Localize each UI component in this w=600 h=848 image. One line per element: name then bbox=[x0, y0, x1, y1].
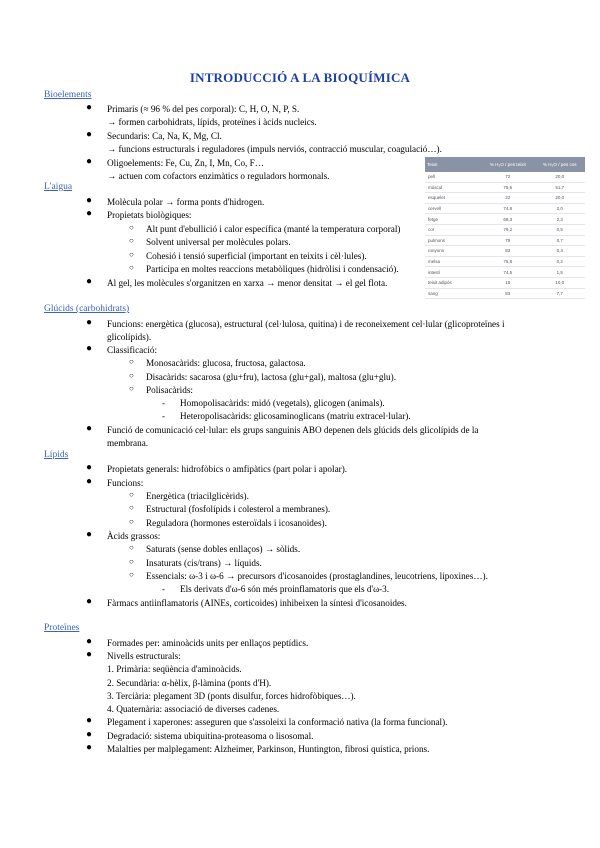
table-header-row bbox=[425, 157, 585, 172]
bullet-icon: ● bbox=[86, 208, 93, 219]
table-row bbox=[425, 203, 585, 214]
table-cell: 10 bbox=[481, 277, 535, 288]
glucids-comunicacio-cont: membrana. bbox=[107, 438, 149, 448]
bullet-icon: ● bbox=[86, 317, 93, 328]
bioelements-secundaris: Secundaris: Ca, Na, K, Mg, Cl. bbox=[107, 131, 222, 141]
table-row bbox=[425, 193, 585, 204]
list-item: ○ Monosacàrids: glucosa, fructosa, galactosa. bbox=[129, 357, 306, 368]
list-item: ○ Alt punt d'ebullició i calor específica (manté la temperatura corporal) bbox=[129, 223, 401, 234]
list-item bbox=[86, 129, 222, 142]
table-row bbox=[425, 214, 585, 225]
table-row bbox=[425, 182, 585, 193]
table-cell: fetge bbox=[425, 214, 481, 225]
table-cell: 1,5 bbox=[535, 267, 585, 278]
circle-bullet-icon: ○ bbox=[129, 570, 134, 579]
circle-bullet-icon: ○ bbox=[129, 223, 134, 232]
table-cell: teixit adipós bbox=[425, 277, 481, 288]
table-cell: 83 bbox=[481, 288, 535, 299]
section-heading-lipids[interactable]: Lípids bbox=[44, 450, 69, 460]
table-cell: esquelet bbox=[425, 193, 481, 204]
structure-level: 3. Terciària: plegament 3D (ponts disulfur, forces hidrofòbiques…). bbox=[107, 691, 356, 701]
table-cell: 75,8 bbox=[481, 256, 535, 267]
table-row bbox=[425, 224, 585, 235]
table-header: % H₂O / pes teixit bbox=[481, 157, 535, 172]
water-content-table bbox=[425, 157, 585, 299]
table-cell: melsa bbox=[425, 256, 481, 267]
aigua-gel: Al gel, les molècules s'organitzen en xarxa → menor densitat → el gel flota. bbox=[107, 278, 388, 288]
circle-bullet-icon: ○ bbox=[129, 371, 134, 380]
bullet-icon: ● bbox=[86, 156, 93, 167]
bullet-icon: ● bbox=[86, 343, 93, 354]
list-item: ● Propietats biològiques: bbox=[86, 208, 192, 220]
list-item: ○ Estructural (fosfolípids i colesterol a membranes). bbox=[129, 503, 331, 514]
table-cell: 74,5 bbox=[481, 267, 535, 278]
section-heading-bioelements[interactable]: Bioelements bbox=[44, 90, 92, 100]
list-item: ● Fàrmacs antiinflamatoris (AINEs, corticoides) inhibeixen la síntesi d'icosanoides. bbox=[86, 596, 407, 608]
structure-level: 4. Quaternària: associació de diverses cadenes. bbox=[107, 704, 280, 714]
table-cell: 0,5 bbox=[535, 224, 585, 235]
bioelements-oligo: Oligoelements: Fe, Cu, Zn, I, Mn, Co, F… bbox=[107, 158, 264, 168]
circle-bullet-icon: ○ bbox=[129, 543, 134, 552]
glucids-funcions-cont: glicolípids). bbox=[107, 332, 152, 342]
list-item: ○ Essencials: ω-3 i ω-6 → precursors d'icosanoides (prostaglandines, leucotriens, lipoxines…). bbox=[129, 570, 488, 581]
list-item: ○ Reguladora (hormones esteroïdals i icosanoides). bbox=[129, 517, 327, 528]
list-item: ○ Insaturats (cis/trans) → líquids. bbox=[129, 557, 262, 568]
table-header: % H₂O / pes cos bbox=[535, 157, 585, 172]
circle-bullet-icon: ○ bbox=[129, 236, 134, 245]
list-item: ○ Disacàrids: sacarosa (glu+fru), lactosa (glu+gal), maltosa (glu+glu). bbox=[129, 371, 397, 382]
page-title: INTRODUCCIÓ A LA BIOQUÍMICA bbox=[189, 70, 411, 85]
bullet-icon: ● bbox=[86, 195, 93, 206]
table-cell: 2,3 bbox=[535, 214, 585, 225]
dash-bullet-icon: - bbox=[162, 411, 165, 421]
list-item: ○ Cohesió i tensió superficial (important en teixits i cèl·lules). bbox=[129, 250, 367, 261]
circle-bullet-icon: ○ bbox=[129, 357, 134, 366]
circle-bullet-icon: ○ bbox=[129, 384, 134, 393]
section-heading-aigua[interactable]: L'aigua bbox=[44, 182, 73, 192]
table-cell: 74,8 bbox=[481, 203, 535, 214]
list-item bbox=[86, 156, 264, 169]
list-item: ● Malalties per malplegament: Alzheimer, Parkinson, Huntington, fibrosi quística, prions. bbox=[86, 742, 430, 754]
bullet-icon: ● bbox=[86, 529, 93, 540]
table-row bbox=[425, 172, 585, 182]
list-item: ● Formades per: aminoàcids units per enllaços peptídics. bbox=[86, 636, 309, 648]
table-cell: 0,4 bbox=[535, 246, 585, 257]
table-cell: múscul bbox=[425, 182, 481, 193]
table-row bbox=[425, 267, 585, 278]
list-item: ○ Solvent universal per molècules polars. bbox=[129, 236, 291, 247]
table-cell: cervell bbox=[425, 203, 481, 214]
list-item: ○ Energètica (triacilglicèrids). bbox=[129, 490, 249, 501]
table-header: Teixit bbox=[425, 157, 481, 172]
bullet-icon: ● bbox=[86, 462, 93, 473]
list-item: ● Funció de comunicació cel·lular: els grups sanguinis ABO depenen dels glúcids dels glicolípids de la bbox=[86, 423, 479, 435]
table-row bbox=[425, 277, 585, 288]
bioelements-oligo-note: → actuen com cofactors enzimàtics o reguladors hormonals. bbox=[107, 171, 330, 181]
bullet-icon: ● bbox=[86, 129, 93, 140]
section-heading-glucids[interactable]: Glúcids (carbohidrats) bbox=[44, 304, 130, 314]
list-item bbox=[86, 102, 300, 115]
table-cell: 79,2 bbox=[481, 224, 535, 235]
circle-bullet-icon: ○ bbox=[129, 490, 134, 499]
list-item: ○ Saturats (sense dobles enllaços) → sòlids. bbox=[129, 543, 301, 554]
table-cell: 20,0 bbox=[535, 172, 585, 182]
table-row bbox=[425, 256, 585, 267]
bullet-icon: ● bbox=[86, 715, 93, 726]
circle-bullet-icon: ○ bbox=[129, 250, 134, 259]
bullet-icon: ● bbox=[86, 423, 93, 434]
table-cell: 68,3 bbox=[481, 214, 535, 225]
table-cell: 20,0 bbox=[535, 193, 585, 204]
table-row bbox=[425, 288, 585, 299]
bullet-icon: ● bbox=[86, 476, 93, 487]
circle-bullet-icon: ○ bbox=[129, 517, 134, 526]
bullet-icon: ● bbox=[86, 729, 93, 740]
bullet-icon: ● bbox=[86, 636, 93, 647]
list-item: ● Funcions: energètica (glucosa), estructural (cel·lulosa, quitina) i de reconeixement cel·lular (glicoproteïnes i bbox=[86, 317, 505, 329]
list-item: - Heteropolisacàrids: glicosaminoglicans (matriu extracel·lular). bbox=[162, 411, 411, 421]
list-item: ○ Polisacàrids: bbox=[129, 384, 193, 395]
list-item bbox=[86, 276, 388, 289]
bullet-icon: ● bbox=[86, 649, 93, 660]
table-cell: pell bbox=[425, 172, 481, 182]
table-cell: 51,7 bbox=[535, 182, 585, 193]
list-item: ● Àcids grassos: bbox=[86, 529, 161, 541]
circle-bullet-icon: ○ bbox=[129, 557, 134, 566]
list-item: ● Molècula polar → forma ponts d'hidrogen. bbox=[86, 195, 265, 207]
table-cell: 7,7 bbox=[535, 288, 585, 299]
table-cell: sang bbox=[425, 288, 481, 299]
bioelements-primaris-note: → formen carbohidrats, lípids, proteïnes i àcids nucleics. bbox=[107, 117, 317, 127]
dash-bullet-icon: - bbox=[162, 584, 165, 594]
table-cell: 10,0 bbox=[535, 277, 585, 288]
table-cell: cor bbox=[425, 224, 481, 235]
bullet-icon: ● bbox=[86, 596, 93, 607]
dash-bullet-icon: - bbox=[162, 398, 165, 408]
bioelements-primaris: Primaris (≈ 96 % del pes corporal): C, H, O, N, P, S. bbox=[107, 104, 300, 114]
list-item: ● Plegament i xaperones: asseguren que s'assoleixi la conformació nativa (la forma funcional). bbox=[86, 715, 448, 727]
table-cell: 2,0 bbox=[535, 203, 585, 214]
list-item: - Homopolisacàrids: midó (vegetals), glicogen (animals). bbox=[162, 398, 385, 408]
list-item: ● Propietats generals: hidrofòbics o amfipàtics (part polar i apolar). bbox=[86, 462, 348, 474]
table-row bbox=[425, 246, 585, 257]
section-heading-proteines[interactable]: Proteïnes bbox=[44, 623, 80, 633]
circle-bullet-icon: ○ bbox=[129, 263, 134, 272]
list-item: ● Classificació: bbox=[86, 343, 158, 355]
list-item: ● Degradació: sistema ubiquitina-proteasoma o lisosomal. bbox=[86, 729, 314, 741]
circle-bullet-icon: ○ bbox=[129, 503, 134, 512]
structure-level: 1. Primària: seqüència d'aminoàcids. bbox=[107, 664, 242, 674]
table-cell: 0,2 bbox=[535, 256, 585, 267]
table-row bbox=[425, 235, 585, 246]
table-cell: 75,6 bbox=[481, 182, 535, 193]
table-cell: 72 bbox=[481, 172, 535, 182]
list-item: ○ Participa en moltes reaccions metabòliques (hidròlisi i condensació). bbox=[129, 263, 399, 274]
list-item: ● Nivells estructurals: bbox=[86, 649, 181, 661]
list-item: - Els derivats d'ω-6 són més proinflamatoris que els d'ω-3. bbox=[162, 584, 390, 594]
table-cell: pulmons bbox=[425, 235, 481, 246]
table-cell: ronyons bbox=[425, 246, 481, 257]
table-cell: intestí bbox=[425, 267, 481, 278]
bullet-icon: ● bbox=[86, 276, 93, 287]
bioelements-secundaris-note: → funcions estructurals i reguladores (impuls nerviós, contracció muscular, coagulació…). bbox=[107, 144, 442, 154]
table-body bbox=[425, 172, 585, 299]
bullet-icon: ● bbox=[86, 742, 93, 753]
table-cell: 79 bbox=[481, 235, 535, 246]
table-cell: 83 bbox=[481, 246, 535, 257]
table-cell: 0,7 bbox=[535, 235, 585, 246]
structure-level: 2. Secundària: α-hèlix, β-làmina (ponts d'H). bbox=[107, 678, 272, 688]
table-cell: 22 bbox=[481, 193, 535, 204]
bullet-icon: ● bbox=[86, 102, 93, 113]
list-item: ● Funcions: bbox=[86, 476, 144, 488]
